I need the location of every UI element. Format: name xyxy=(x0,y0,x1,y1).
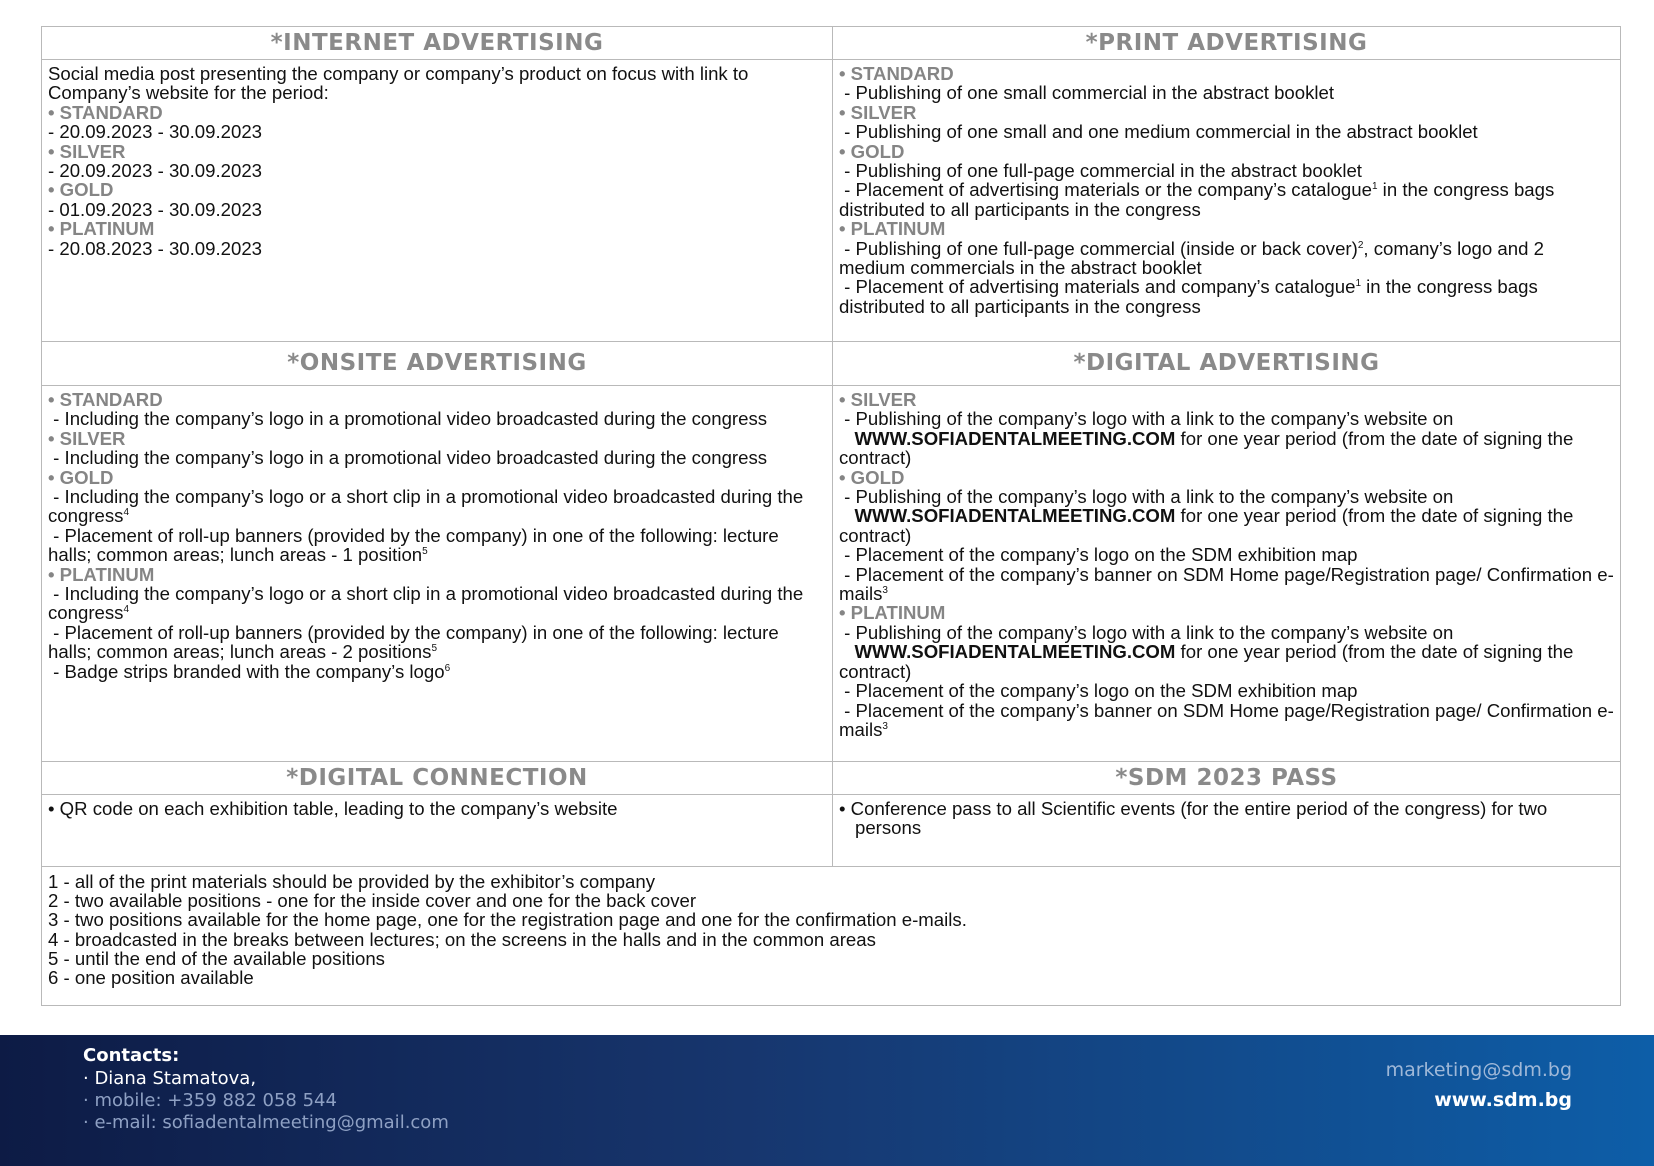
internet-tier-gold: • GOLD xyxy=(48,179,114,201)
print-silver-item: - Publishing of one small and one medium commercial in the abstract booklet xyxy=(839,121,1478,143)
onsite-platinum-item-2: - Placement of roll-up banners (provided by the company) in one of the following: lecture halls; common areas; lunch areas - 2 positions$^5$ xyxy=(48,621,784,663)
onsite-gold-item-2: - Placement of roll-up banners (provided by the company) in one of the following: lecture halls; common areas; lunch areas - 1 position$^5$ xyxy=(48,524,784,566)
contact-name: · Diana Stamatova, xyxy=(83,1068,257,1089)
contacts-title: Contacts: xyxy=(83,1045,180,1066)
footnote: 3 - two positions available for the home page, one for the registration page and one for the confirmation e-mails. xyxy=(48,909,967,931)
internet-tier-standard: • STANDARD xyxy=(48,101,163,123)
advertising-packages-table xyxy=(41,26,1621,1006)
table-row xyxy=(42,341,1620,761)
digital-gold-map-item: - Placement of the company’s logo on the SDM exhibition map xyxy=(839,544,1358,566)
onsite-gold-item-1: - Including the company’s logo or a short clip in a promotional video broadcasted during the congress$^4$ xyxy=(48,486,809,527)
digital-gold-link-item: - Publishing of the company’s logo with a link to the company’s website on WWW.SOFIADENTALMEETING.COM for one year period (from the date of signing the contract) xyxy=(839,486,1579,546)
internet-period-standard: - 20.09.2023 - 30.09.2023 xyxy=(48,121,263,143)
marketing-email-link[interactable]: marketing@sdm.bg xyxy=(1385,1059,1572,1081)
internet-period-silver: - 20.09.2023 - 30.09.2023 xyxy=(48,160,263,182)
print-standard-item: - Publishing of one small commercial in the abstract booklet xyxy=(839,82,1335,104)
internet-tier-platinum: • PLATINUM xyxy=(48,218,155,240)
print-tier-silver: • SILVER xyxy=(839,101,917,123)
digital-gold-banner-item: - Placement of the company’s banner on SDM Home page/Registration page/ Confirmation e-mails$^3$ xyxy=(839,563,1614,605)
onsite-standard-item: - Including the company’s logo in a promotional video broadcasted during the congress xyxy=(48,408,768,430)
onsite-advertising-title: *ONSITE ADVERTISING xyxy=(42,341,832,386)
digital-platinum-banner-item: - Placement of the company’s banner on SDM Home page/Registration page/ Confirmation e-mails$^3$ xyxy=(839,699,1614,740)
internet-advertising-cell xyxy=(42,27,833,341)
internet-period-platinum: - 20.08.2023 - 30.09.2023 xyxy=(48,237,263,259)
digital-tier-gold: • GOLD xyxy=(839,466,905,488)
print-gold-item-1: - Publishing of one full-page commercial in the abstract booklet xyxy=(839,160,1362,182)
digital-connection-title: *DIGITAL CONNECTION xyxy=(42,761,832,795)
onsite-tier-standard: • STANDARD xyxy=(48,389,163,410)
website-link[interactable]: www.sdm.bg xyxy=(1434,1089,1572,1111)
sdm-pass-title: *SDM 2023 PASS xyxy=(833,761,1620,795)
print-advertising-title: *PRINT ADVERTISING xyxy=(833,27,1620,60)
website-url: WWW.SOFIADENTALMEETING.COM xyxy=(854,505,1176,527)
onsite-platinum-item-3: - Badge strips branded with the company’s logo$^6$ xyxy=(48,660,451,682)
contact-footer xyxy=(0,1035,1654,1166)
sdm-pass-item: • Conference pass to all Scientific events (for the entire period of the congress) for two persons xyxy=(839,798,1553,839)
digital-silver-link-item: - Publishing of the company’s logo with a link to the company’s website on WWW.SOFIADENTALMEETING.COM for one year period (from the date of signing the contract) xyxy=(839,408,1579,469)
footnote: 5 - until the end of the available positions xyxy=(48,947,385,969)
footnote: 4 - broadcasted in the breaks between lectures; on the screens in the halls and in the common areas xyxy=(48,928,876,950)
sdm-pass-cell xyxy=(833,761,1620,866)
table-row xyxy=(42,27,1620,341)
onsite-tier-gold: • GOLD xyxy=(48,466,114,488)
onsite-platinum-item-1: - Including the company’s logo or a short clip in a promotional video broadcasted during the congress$^4$ xyxy=(48,583,809,624)
table-row xyxy=(42,761,1620,866)
contact-mobile[interactable]: · mobile: +359 882 058 544 xyxy=(83,1090,337,1111)
digital-platinum-link-item: - Publishing of the company’s logo with a link to the company’s website on WWW.SOFIADENTALMEETING.COM for one year period (from the date of signing the contract) xyxy=(839,621,1579,682)
digital-connection-item: • QR code on each exhibition table, leading to the company’s website xyxy=(48,798,618,819)
internet-advertising-title: *INTERNET ADVERTISING xyxy=(42,27,832,60)
print-gold-item-2: - Placement of advertising materials or the company’s catalogue$^1$ in the congress bags distributed to all participants in the congress xyxy=(839,179,1560,220)
print-advertising-cell xyxy=(833,27,1620,341)
digital-connection-cell xyxy=(42,761,833,866)
onsite-tier-platinum: • PLATINUM xyxy=(48,563,155,585)
print-platinum-item-1: - Publishing of one full-page commercial (inside or back cover)$^2$, comany’s logo and 2 medium commercials in the abstract booklet xyxy=(839,237,1550,279)
digital-advertising-cell xyxy=(833,341,1620,761)
footnote: 2 - two available positions - one for the inside cover and one for the back cover xyxy=(48,890,697,912)
internet-tier-silver: • SILVER xyxy=(48,140,126,162)
print-tier-platinum: • PLATINUM xyxy=(839,218,946,240)
footnote: 6 - one position available xyxy=(48,967,254,989)
contact-email[interactable]: · e-mail: sofiadentalmeeting@gmail.com xyxy=(83,1112,449,1133)
website-url: WWW.SOFIADENTALMEETING.COM xyxy=(854,641,1176,663)
print-tier-gold: • GOLD xyxy=(839,140,905,162)
footnotes xyxy=(42,866,1620,1005)
onsite-tier-silver: • SILVER xyxy=(48,427,126,449)
digital-tier-silver: • SILVER xyxy=(839,389,917,410)
digital-platinum-map-item: - Placement of the company’s logo on the SDM exhibition map xyxy=(839,680,1358,702)
onsite-advertising-cell xyxy=(42,341,833,761)
internet-period-gold: - 01.09.2023 - 30.09.2023 xyxy=(48,198,263,220)
digital-advertising-title: *DIGITAL ADVERTISING xyxy=(833,341,1620,386)
internet-intro: Social media post presenting the company or company’s product on focus with link to Company’s website for the period: xyxy=(48,63,754,104)
print-tier-standard: • STANDARD xyxy=(839,63,954,84)
onsite-silver-item: - Including the company’s logo in a promotional video broadcasted during the congress xyxy=(48,447,768,469)
print-platinum-item-2: - Placement of advertising materials and company’s catalogue$^1$ in the congress bags distributed to all participants in the congress xyxy=(839,276,1543,317)
digital-tier-platinum: • PLATINUM xyxy=(839,602,946,624)
website-url: WWW.SOFIADENTALMEETING.COM xyxy=(854,427,1176,449)
footnote: 1 - all of the print materials should be provided by the exhibitor’s company xyxy=(48,871,656,892)
